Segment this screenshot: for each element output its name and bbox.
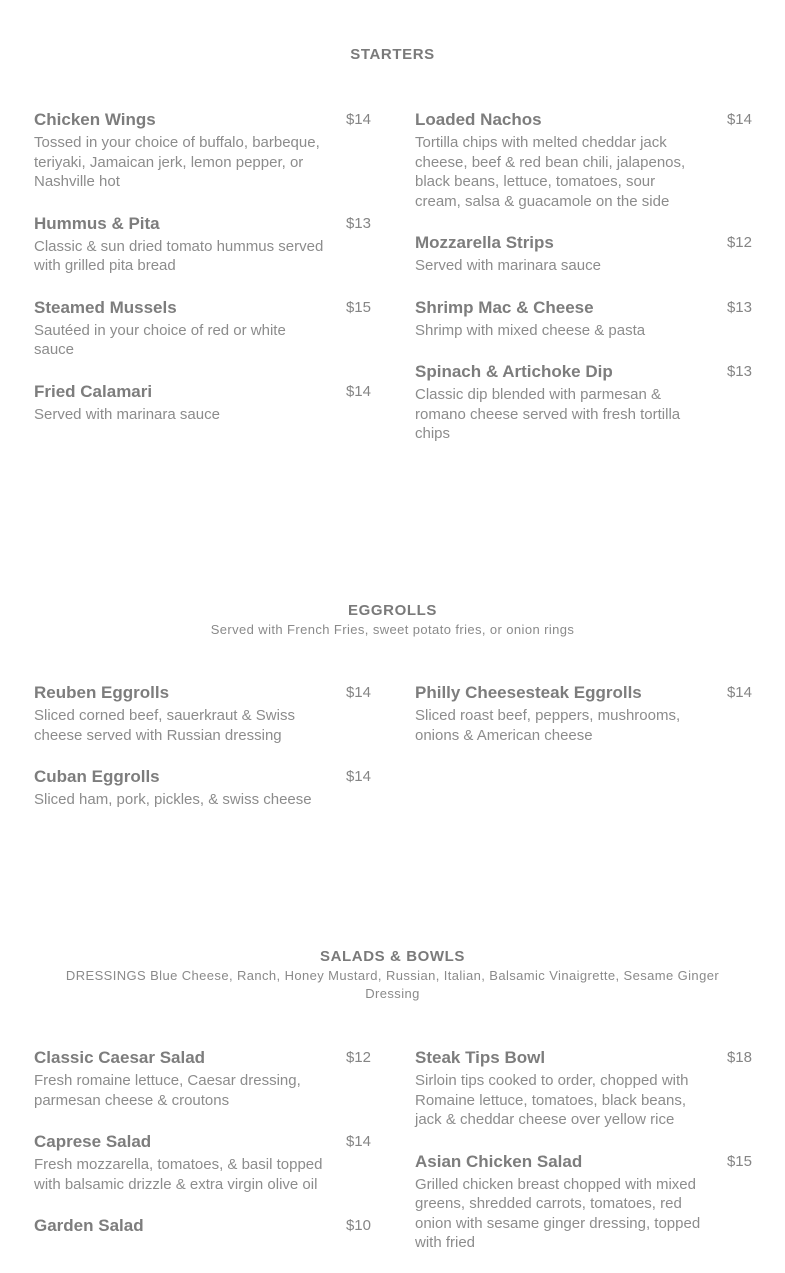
item-description: Sliced corned beef, sauerkraut & Swiss cheese served with Russian dressing (34, 707, 295, 744)
item-description: Grilled chicken breast chopped with mixed greens, shredded carrots, tomatoes, red onion with sesame ginger dressing, topped with fried (415, 1175, 701, 1251)
menu-item (415, 1046, 752, 1130)
menu-item (34, 108, 371, 192)
starters-left-column (34, 108, 371, 444)
item-price: $13 (345, 214, 371, 232)
item-price: $14 (726, 111, 752, 128)
item-name: Reuben Eggrolls (34, 683, 170, 702)
item-name: Loaded Nachos (415, 110, 542, 129)
item-name: Fried Calamari (34, 381, 153, 401)
item-price: $14 (345, 111, 371, 128)
item-description: Sirloin tips cooked to order, chopped with Romaine lettuce, tomatoes, black beans, jack & cheddar cheese over yellow rice (415, 1072, 689, 1128)
section-subtitle: Served with French Fries, sweet potato fries, or onion rings (210, 622, 575, 637)
starters-section (0, 45, 785, 65)
item-price: $13 (726, 363, 752, 380)
item-price: $15 (345, 298, 371, 316)
item-name: Steamed Mussels (34, 297, 177, 317)
menu-item (34, 296, 371, 360)
salads-left-column (34, 1046, 371, 1258)
item-description: Served with marinara sauce (34, 405, 220, 423)
menu-item (415, 360, 752, 444)
item-name: Spinach & Artichoke Dip (415, 362, 613, 381)
item-name: Chicken Wings (34, 110, 156, 129)
item-description: Shrimp with mixed cheese & pasta (415, 321, 646, 339)
menu-item (34, 765, 371, 810)
item-price: $14 (345, 382, 371, 400)
salads-bowls-section (0, 947, 785, 1003)
item-name: Shrimp Mac & Cheese (415, 297, 594, 317)
eggrolls-section (0, 601, 785, 639)
item-name: Classic Caesar Salad (34, 1048, 206, 1067)
item-price: $13 (726, 298, 752, 316)
item-name: Hummus & Pita (34, 213, 160, 233)
menu-item (34, 1214, 371, 1238)
item-price: $14 (345, 1133, 371, 1150)
eggrolls-right-column (415, 681, 752, 765)
menu-item (415, 681, 752, 745)
menu-item (34, 380, 371, 425)
item-price: $14 (345, 684, 371, 701)
item-description: Tortilla chips with melted cheddar jack cheese, beef & red bean chili, jalapenos, black beans, lettuce, tomatoes, sour cream, salsa & guacamole on the side (415, 134, 686, 210)
item-description: Sliced ham, pork, pickles, & swiss cheese (34, 791, 312, 808)
menu-item (415, 1150, 752, 1253)
section-title: EGGROLLS (348, 602, 437, 619)
item-description: Classic & sun dried tomato hummus served with grilled pita bread (34, 237, 324, 274)
eggrolls-left-column (34, 681, 371, 830)
item-price: $18 (726, 1049, 752, 1066)
menu-item (415, 108, 752, 211)
menu-item (415, 231, 752, 276)
item-name: Steak Tips Bowl (415, 1048, 546, 1067)
item-price: $10 (345, 1217, 371, 1234)
starters-right-column (415, 108, 752, 464)
item-name: Mozzarella Strips (415, 233, 554, 252)
item-description: Sliced roast beef, peppers, mushrooms, onions & American cheese (415, 707, 681, 744)
menu-item (34, 681, 371, 745)
item-name: Garden Salad (34, 1216, 144, 1235)
menu-item (34, 1130, 371, 1194)
item-description: Fresh mozzarella, tomatoes, & basil topped with balsamic drizzle & extra virgin olive oil (34, 1156, 323, 1193)
item-name: Philly Cheesesteak Eggrolls (415, 683, 642, 702)
menu-item (34, 1046, 371, 1110)
item-description: Tossed in your choice of buffalo, barbeque, teriyaki, Jamaican jerk, lemon pepper, or Nashville hot (34, 134, 320, 190)
section-subtitle: DRESSINGS Blue Cheese, Ranch, Honey Mustard, Russian, Italian, Balsamic Vinaigrette, Sesame Ginger Dressing (65, 968, 720, 1001)
item-description: Served with marinara sauce (415, 257, 601, 274)
item-price: $12 (726, 234, 752, 251)
item-price: $14 (345, 768, 371, 785)
section-title: SALADS & BOWLS (319, 948, 466, 965)
menu-item (34, 212, 371, 276)
item-description: Fresh romaine lettuce, Caesar dressing, parmesan cheese & croutons (34, 1072, 301, 1109)
item-name: Cuban Eggrolls (34, 767, 160, 786)
item-price: $14 (726, 684, 752, 701)
item-name: Caprese Salad (34, 1132, 152, 1151)
menu-item (415, 296, 752, 341)
item-description: Classic dip blended with parmesan & romano cheese served with fresh tortilla chips (415, 386, 681, 442)
item-description: Sautéed in your choice of red or white sauce (34, 321, 286, 358)
section-title: STARTERS (350, 46, 435, 63)
salads-right-column (415, 1046, 752, 1273)
item-price: $15 (726, 1152, 752, 1170)
item-name: Asian Chicken Salad (415, 1151, 583, 1171)
item-price: $12 (345, 1049, 371, 1066)
